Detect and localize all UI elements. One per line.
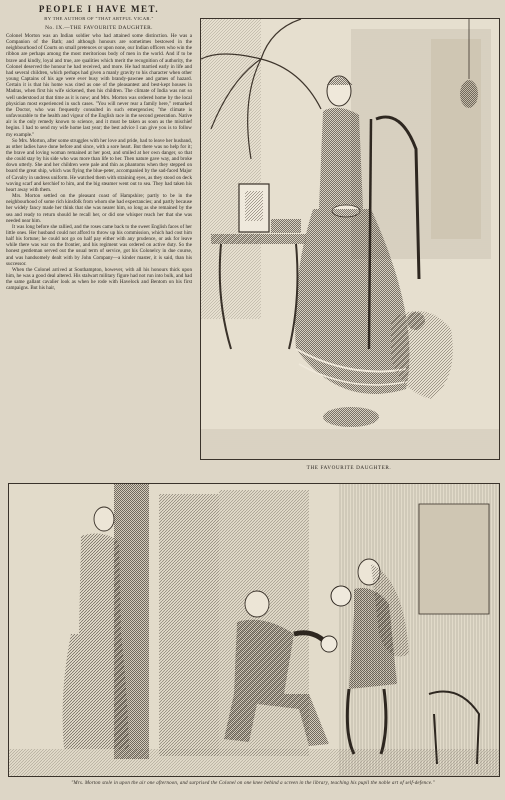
article-paragraph: When the Colonel arrived at Southampton, however, with all his honours thick upon him, he was a good deal altered. His stalwart military figure had not run into bulk, and had the same gallant cavalier look as when he rode with Havelock and Bentom on his first campaigns. But his hair, [6,266,192,292]
bottom-caption: "Mrs. Morton stole in upon the air one afternoon, and surprised the Colonel on one knee behind a screen in the library, teaching his pupil the noble art of self-defence." [71,781,435,786]
article-paragraph: So Mrs. Morton, after some struggles with her love and pride, had to leave her husband, as other ladies have done before and since, with a sore heart. But there was no help for it; the brave and loving woman remained at her post, and smiled at her own danger, so that she could stay by his side who was more than life to her. Then nature gave way, and broke down utterly. She and her children were pale and thin as phantoms when they stepped on board the great ship, which was flying the blue-peter, accompanied by the sad-faced Major of Cavalry in undress uniform. He watched them with straining eyes, as they stood on deck waving scarf and kerchief to him, and the big steamer went out to sea. They had taken his heart away with them. [6,137,192,193]
article-paragraph: It was long before she rallied, and the roses came back to the sweet English faces of her little ones. Her husband could not afford to throw up his commission, which had cost him half his fortune; he could not go on half pay either with any prudence, or ask for leave while there was war on the frontier, and his regiment was ordered on active duty. So the honest gentleman served out the usual term of service, got his Colonelcy in due course, and was handsomely dealt with by John Company—a kinder master, it is said, than his successor. [6,223,192,267]
self-defence-engraving [8,483,500,777]
engraving-top-art [201,19,499,459]
engraving-bottom-art [9,484,499,776]
top-caption: THE FAVOURITE DAUGHTER. [306,465,392,471]
chapter-heading: No. IX.—THE FAVOURITE DAUGHTER. [45,25,153,31]
favourite-daughter-engraving [200,18,500,460]
article-paragraph: Colonel Morton was an Indian soldier who had attained some distinction. He was a Companion of the Bath; and although honours are sometimes bestowed in the neighbourhood of Courts on small pretences or upon none, our Indian officers who win the ribbon are perhaps among the most meritorious body of men in the world. And if to be brave and kindly, loyal and true, are qualities which merit the recognition of authority, the Colonel deserved the honour he had received, and more. He had married early in life and had several children, which perhaps had given a manly gravity to his character when other young Captains of his age were ever busy with brandy-pawnee and games of hazard. Certain it is that his home was cited as one of the pleasantest and best-kept houses in Madras, when first his wife sickened, then his children. The climate of India was not so well understood at that time as it is now; and Mrs. Morton was ordered home by the local physician most experienced in such cases. "You will never rear a family here," remarked the Doctor, who was frequently consulted in such emergencies; "the climate is unfavourable to the health and vigour of the English race in the second generation. Native air is the only remedy known to science, and it must be taken as soon as the mischief begins. I had to send my wife home last year; the best advice I can give you is to follow my example." [6,33,192,138]
article-paragraph: Mrs. Morton settled on the pleasant coast of Hampshire; partly to be in the neighbourhood of some rich kinsfolk from whom she had expectancies; and partly because her widely fancy made her think that she was nearer him, so long as she remained by the sea and ready to return should he recall her, or did one whisper reach her that she was needed near him. [6,193,192,224]
article-column [6,4,192,478]
headline: PEOPLE I HAVE MET. [38,4,160,14]
byline: BY THE AUTHOR OF "THAT ARTFUL VICAR." [44,16,154,21]
